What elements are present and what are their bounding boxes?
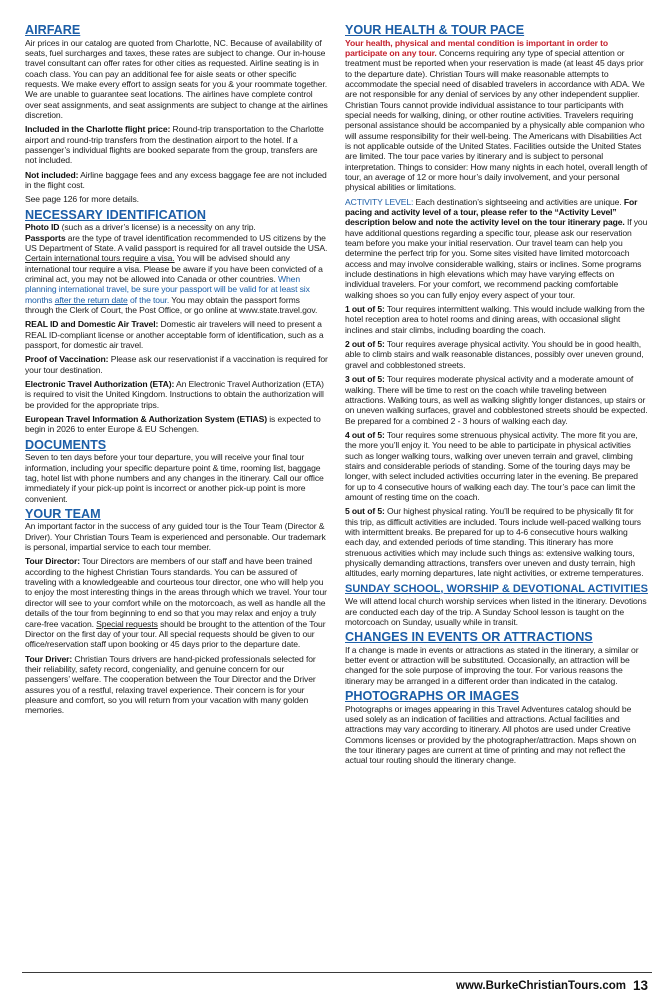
documents-heading: DOCUMENTS (25, 437, 107, 452)
team-intro: An important factor in the success of any guided tour is the Tour Team (Director & Driver). Your Christian Tours Team is experienced and personable. Our trademark is personal, impartial service to each tour member. (25, 521, 326, 553)
right-column (345, 24, 648, 770)
airfare-section (25, 24, 330, 205)
activity-level-label: ACTIVITY LEVEL: (345, 196, 414, 207)
activity-bold-note: For pacing and activity level of a tour, please refer to the “Activity Level” description below and note the activity level on the tour itinerary page. (345, 196, 638, 228)
airfare-not-included (25, 170, 330, 191)
airfare-not-included-label: Not included: (25, 169, 79, 180)
vaccination-label: Proof of Vaccination: (25, 354, 109, 365)
activity-level-4 (345, 430, 648, 502)
level-text: Tour requires moderate physical activity and a moderate amount of walking. There will be time to rest on the coach while traveling between attractions. Walking tours, as well as walking slightly longer distances, up stairs or on uneven walking surfaces, gravel and cobblestoned streets should be expected. Be prepared for a combined 2 - 3 hours of walking each day. (345, 374, 648, 426)
airfare-heading: AIRFARE (25, 23, 81, 37)
activity-text-2: If you have additional questions regarding a specific tour, please ask our reservation team before you make your initial reservation. Our travel team can help you determine the perfect trip for you. Some sites visited have limited motorcoach access and may involve considerable walking, stairs or inclines. Some programs include destinations in high elevations which may have varying effects on individual travelers. For your comfort, we recommend packing comfortable walking shoes so you can fully enjoy every aspect of your tour. (345, 217, 648, 300)
passport-return-date: after the return date (54, 294, 128, 305)
tour-director-label: Tour Director: (25, 556, 80, 567)
etias-text: is expected to begin in 2026 to enter Europe & EU Schengen. (25, 414, 321, 435)
airfare-intro: Air prices in our catalog are quoted from Charlotte, NC. Because of availability of seats, fuel surcharges and taxes, these rates are subject to change. Our in-house travel consultant can offer rates for other cities as requested. Airline seating is in coach class. You can pay an additional fee for aisle seats or other specific requests. We make every effort to assign seats for you & your roommate together. We are unable to guarantee seat locations. The airlines have complete control over seat assignments, and seat assignments are subject to change at the airlines discretion. (25, 37, 328, 120)
photo-id-label: Photo ID (25, 222, 60, 233)
passports-label: Passports (25, 232, 66, 243)
level-text: Tour requires intermittent walking. This would include walking from the hotel reception area to hotel rooms and dining areas, with occasional slight inclines and stair climbs, including boarding the coach. (345, 304, 645, 335)
team-heading: YOUR TEAM (25, 506, 101, 521)
airfare-included (25, 124, 330, 165)
documents-text: Seven to ten days before your tour departure, you will receive your final tour information, including your specific departure point & time, rooming list, baggage tag, hotel list with phone numbers and any changes in the itinerary. Call our office immediately if your pick-up point is incorrect or another pick-up point is more convenient. (25, 452, 324, 504)
activity-paragraph (345, 197, 648, 300)
level-label: 2 out of 5: (345, 339, 385, 350)
level-label: 1 out of 5: (345, 304, 385, 315)
footer-url[interactable]: www.BurkeChristianTours.com (456, 980, 626, 992)
realid-paragraph (25, 319, 330, 350)
etias-paragraph (25, 414, 330, 435)
identification-heading: NECESSARY IDENTIFICATION (25, 207, 206, 222)
activity-level-2 (345, 339, 648, 370)
visa-notice: Certain international tours require a visa. (25, 253, 175, 264)
etias-label: European Travel Information & Authorization System (ETIAS) (25, 414, 267, 424)
health-heading: YOUR HEALTH & TOUR PACE (345, 23, 525, 37)
photos-section (345, 690, 648, 766)
page-number: 13 (632, 978, 648, 993)
level-label: 5 out of 5: (345, 506, 385, 517)
identification-section (25, 209, 330, 435)
documents-section (25, 439, 330, 504)
photos-heading: PHOTOGRAPHS OR IMAGES (345, 689, 520, 704)
level-text: Tour requires some strenuous physical activity. The more fit you are, the more you’ll enjoy it. You need to be able to participate in physical activities such as longer walking tours, walking over uneven terrain and gravel, climbing stairs and considerable periods of standing. Some of the touring days may be longer, with select included activities occurring later in the evening. Be prepared for up to 4 consecutive hours of walking each day. The tour’s pace can limit the amount of resting time on the coach. (345, 429, 638, 502)
passports-text-3: You may obtain the passport forms through the Clerk of Court, the Post Office, or go online at www.state.travel.gov. (25, 294, 318, 315)
vaccination-text: Please ask our reservationist if a vaccination is required for your tour destination. (25, 354, 328, 375)
health-warning: Your health, physical and mental condition is important in order to participate on any tour. (345, 37, 609, 58)
activity-level-1 (345, 304, 648, 335)
photos-text: Photographs or images appearing in this Travel Adventures catalog should be used solely as an indication of facilities and attractions. Actual facilities and attractions may vary according to itinerary. All photos are used under Creative Commons licenses or provided by the photographer/attraction. Maps shown on the tour itinerary pages are current at time of printing and may not reflect the actual tour routing should the itinerary change. (345, 703, 637, 766)
identification-passports (25, 222, 330, 315)
changes-text: If a change is made in events or attractions as stated in the itinerary, a similar or better event or attraction will be substituted. Occasionally, an attraction will be changed for the sole purpose of improving the tour. For various reasons the itinerary may be arranged in a different order than indicated in the catalog. (345, 644, 639, 686)
realid-label: REAL ID and Domestic Air Travel: (25, 319, 159, 330)
health-paragraph (345, 38, 648, 193)
passports-text-2: You will be advised should any international tour require a visa. Please be aware if you have been convicted of a criminal act, you may not be allowed into Canada or other countries. (25, 253, 323, 284)
sunday-heading: SUNDAY SCHOOL, WORSHIP & DEVOTIONAL ACTIVITIES (345, 582, 648, 595)
footer-rule (22, 972, 652, 973)
changes-heading: CHANGES IN EVENTS OR ATTRACTIONS (345, 630, 593, 645)
health-section (345, 24, 648, 579)
photo-id-text: (such as a driver’s license) is a necessity on any trip. (59, 222, 256, 233)
airfare-not-included-text: Airline baggage fees and any excess baggage fee are not included in the flight cost. (25, 169, 327, 190)
passport-validity-note-2: of the tour. (127, 294, 170, 305)
realid-text: Domestic air travelers will need to present a REAL ID-compliant license or another acceptable form of identification, such as a passport, for domestic air travel. (25, 319, 324, 350)
passports-text: are the type of travel identification recommended to US citizens by the US Department of State. A valid passport is required for all travel outside the USA. (25, 232, 328, 253)
special-requests: Special requests (96, 618, 158, 629)
eta-text: An Electronic Travel Authorization (ETA) is required to visit the United Kingdom. Instructions to obtain the authorization will be provided for the appropriate trips. (25, 378, 324, 410)
airfare-included-label: Included in the Charlotte flight price: (25, 124, 171, 135)
team-section (25, 508, 330, 716)
activity-level-5 (345, 506, 648, 578)
passport-validity-note: When planning international travel, be sure your passport will be valid for at least six months (25, 273, 310, 305)
tour-director-text: Tour Directors are members of our staff and have been trained according to the highest Christian Tours standards. You can be assured of traveling with a knowledgeable and courteous tour director, one who will help you to enjoy the most interesting things in the areas through which we travel. Your tour director will see to your comfort while on the motorcoach, as well as handle all the details of the tour from beginning to end so that you may relax and enjoy a truly care-free vacation. (25, 556, 327, 629)
activity-text: Each destination’s sightseeing and activities are unique. (413, 196, 624, 207)
changes-section (345, 631, 648, 686)
level-label: 4 out of 5: (345, 429, 385, 440)
left-column (25, 24, 330, 720)
vaccination-paragraph (25, 354, 330, 375)
tour-driver-label: Tour Driver: (25, 653, 73, 664)
level-label: 3 out of 5: (345, 374, 385, 385)
tour-director-text-2: should be brought to the attention of the Tour Director on the first day of your tour. All special requests should be given to our office/reservation staff upon booking or 45 days prior to the departure date. (25, 618, 326, 650)
sunday-text: We will attend local church worship services when listed in the itinerary. Devotions are conducted each day of the trip. A Sunday School lesson is taught on the motorcoach on Sunday, usually while in transit. (345, 596, 647, 627)
tour-driver-text: Christian Tours drivers are hand-picked professionals selected for their reliability, safety record, congeniality, and genuine concern for our passengers’ welfare. The cooperation between the Tour Director and the Driver assures you of a restful, relaxing travel experience. Their concern is for your pleasure and comfort, so you will return from your vacation with many golden memories. (25, 653, 316, 716)
level-text: Tour requires average physical activity. You should be in good health, able to climb stairs and walk reasonable distances, possibly over uneven ground, gravel and cobblestoned streets. (345, 339, 644, 370)
tour-driver-paragraph (25, 654, 330, 716)
activity-level-3 (345, 374, 648, 426)
airfare-included-text: Round-trip transportation to the Charlotte airport and round-trip transfers from the destination airport to the hotel. If a passenger’s individual flights are booked separate from the group, transfers are not included. (25, 124, 324, 166)
airfare-see-page: See page 126 for more details. (25, 194, 139, 205)
tour-director-paragraph (25, 556, 330, 649)
eta-label: Electronic Travel Authorization (ETA): (25, 378, 175, 389)
eta-paragraph (25, 379, 330, 410)
sunday-section (345, 583, 648, 628)
level-text: Our highest physical rating. You’ll be required to be physically fit for this trip, as difficult activities are included. Tours include well-paced walking tours with intermittent breaks. Be prepared for up to 4-6 consecutive hours walking each day, and extended periods of time standing. This itinerary has more strenuous activities which may include such things as: extensive walking tours, physically demanding attractions, transfers over uneven and dusty terrain, high altitudes, early morning departures, late night activities, or extreme temperatures. (345, 506, 644, 579)
health-text: Concerns requiring any type of special attention or treatment must be reported when your reservation is made (at least 45 days prior to the departure date). Christian Tours will make reasonable attempts to accommodate the special need of disabled travelers in accordance with ADA. We are not responsible for any denial of services by any other independent supplier. Christian Tours cannot provide individual assistance to tour participants with special needs for walking, dining, or other routine activities. Travelers requiring personal assistance should be accompanied by a physically able companion who will assume responsibility for their well-being. The Americans with Disabilities Act is not applicable outside of the United States. Facilities outside the United States are limited. The tour pace varies by itinerary and is subject to personal interpretation. Things to consider: How many nights in each hotel, overall length of tour, an average of 12 or more hour’s daily involvement, and your personal physical abilities or limitations. (345, 47, 648, 193)
